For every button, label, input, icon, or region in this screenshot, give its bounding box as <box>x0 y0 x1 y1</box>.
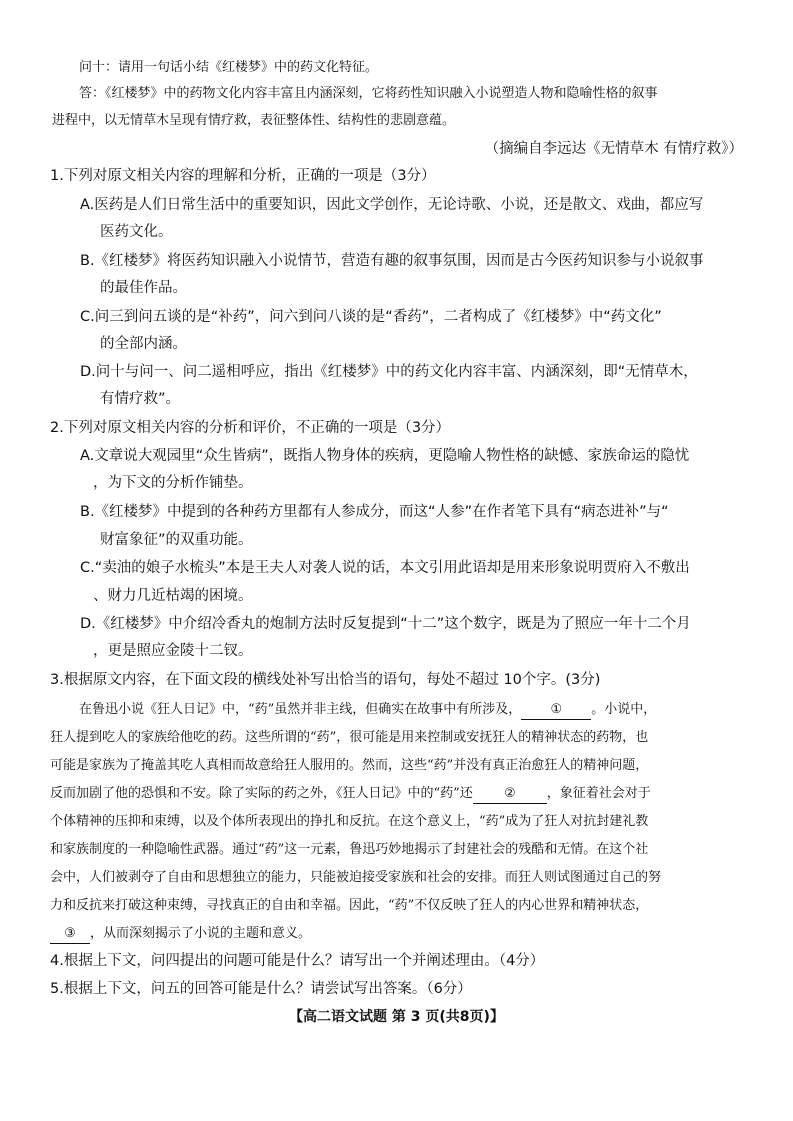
q2-option-d-line2: ，更是照应金陵十二钗。 <box>93 643 253 659</box>
q4-stem: 4.根据上下文，问四提出的问题可能是什么？请写出一个并阐述理由。（4分） <box>50 953 545 969</box>
q1-option-c-line1: C.问三到问五谈的是“补药”，问六到问八谈的是“香药”，二者构成了《红楼梦》中“药文化” <box>80 309 662 325</box>
q10-source: （摘编自李远达《无情草木 有情疗救》） <box>484 141 743 157</box>
q3-passage-line7: 会中，人们被剥夺了自由和思想独立的能力，只能被迫接受家族和社会的安排。而狂人则试图通过自己的努 <box>50 870 662 885</box>
q3-passage-line3: 可能是家族为了掩盖其吃人真相而故意给狂人服用的。然而，这些“药”并没有真正治愈狂人的精神问题， <box>50 758 649 773</box>
q3-passage-text: 在鲁迅小说《狂人日记》中，“药”虽然并非主线，但确实在故事中有所涉及， <box>79 702 522 717</box>
q10-answer-line2: 进程中，以无情草木呈现有情疗救，表征整体性、结构性的悲剧意蕴。 <box>52 113 456 128</box>
q1-option-a-line1: A.医药是人们日常生活中的重要知识，因此文学创作，无论诗歌、小说，还是散文、戏曲，都应写 <box>80 197 704 213</box>
q1-option-b-line1: B.《红楼梦》将医药知识融入小说情节，营造有趣的叙事氛围，因而是古今医药知识参与小说叙事 <box>80 253 704 269</box>
q3-passage-line1 <box>79 700 656 720</box>
q3-blank-1[interactable]: ① <box>521 701 591 720</box>
q2-stem: 2.下列对原文相关内容的分析和评价，不正确的一项是（3分） <box>50 420 451 436</box>
q3-passage-line8: 力和反抗来打破这种束缚，寻找真正的自由和幸福。因此，“药”不仅反映了狂人的内心世界和精神状态， <box>50 898 649 913</box>
q1-option-b-line2: 的最佳作品。 <box>100 280 187 296</box>
q2-option-b-line2: 财富象征”的双重功能。 <box>100 532 253 548</box>
q3-passage-line2: 狂人提到吃人的家族给他吃的药。这些所谓的“药”，很可能是用来控制或安抚狂人的精神状态的药物，也 <box>50 730 649 745</box>
q3-passage-line5: 个体精神的压抑和束缚，以及个体所表现出的挣扎和反抗。在这个意义上，“药”成为了狂人对抗封建礼教 <box>50 814 649 829</box>
q3-blank-3[interactable]: ③ <box>50 925 90 944</box>
q3-stem: 3.根据原文内容，在下面文段的横线处补写出恰当的语句，每处不超过 10个字。(3分) <box>50 672 601 688</box>
q3-passage-text: 。小说中， <box>591 702 657 717</box>
q10-answer-line1: 答：《红楼梦》中的药物文化内容丰富且内涵深刻，它将药性知识融入小说塑造人物和隐喻性格的叙事 <box>79 86 658 101</box>
q1-option-c-line2: 的全部内涵。 <box>100 336 187 352</box>
q3-passage-text: 反而加剧了他的恐惧和不安。除了实际的药之外，《狂人日记》中的“药”还 <box>50 786 473 801</box>
q1-stem: 1.下列对原文相关内容的理解和分析，正确的一项是（3分） <box>50 168 436 184</box>
q3-passage-line4 <box>50 784 651 804</box>
q1-option-d-line1: D.问十与问一、问二遥相呼应，指出《红楼梦》中的药文化内容丰富、内涵深刻，即“无情草木， <box>80 364 698 380</box>
q3-passage-line9 <box>50 924 311 944</box>
q2-option-b-line1: B.《红楼梦》中提到的各种药方里都有人参成分，而这“人参”在作者笔下具有“病态进补”与“ <box>80 504 669 520</box>
page-footer: 【高二语文试题 第 3 页(共8页)】 <box>289 1009 504 1025</box>
q2-option-c-line1: C.“卖油的娘子水梳头”本是王夫人对袭人说的话，本文引用此语却是用来形象说明贾府入不敷出 <box>80 560 690 576</box>
q5-stem: 5.根据上下文，问五的回答可能是什么？请尝试写出答案。（6分） <box>50 981 472 997</box>
q2-option-a-line1: A.文章说大观园里“众生皆病”，既指人物身体的疾病，更隐喻人物性格的缺憾、家族命运的隐忧 <box>80 448 690 464</box>
q1-option-d-line2: 有情疗救”。 <box>100 391 181 407</box>
q10-question: 问十：请用一句话小结《红楼梦》中的药文化特征。 <box>79 60 379 75</box>
q3-blank-2[interactable]: ② <box>473 785 547 804</box>
q2-option-d-line1: D.《红楼梦》中介绍冷香丸的炮制方法时反复提到“十二”这个数字，既是为了照应一年十二个月 <box>80 616 691 632</box>
q1-option-a-line2: 医药文化。 <box>100 224 173 240</box>
q2-option-c-line2: 、财力几近枯竭的困境。 <box>93 588 253 604</box>
q2-option-a-line2: ，为下文的分析作铺垫。 <box>93 475 253 491</box>
q3-passage-text: ，从而深刻揭示了小说的主题和意义。 <box>90 926 312 941</box>
q3-passage-text: ，象征着社会对于 <box>546 786 651 801</box>
q3-passage-line6: 和家族制度的一种隐喻性武器。通过“药”这一元素，鲁迅巧妙地揭示了封建社会的残酷和无情。在这个社 <box>50 842 649 857</box>
